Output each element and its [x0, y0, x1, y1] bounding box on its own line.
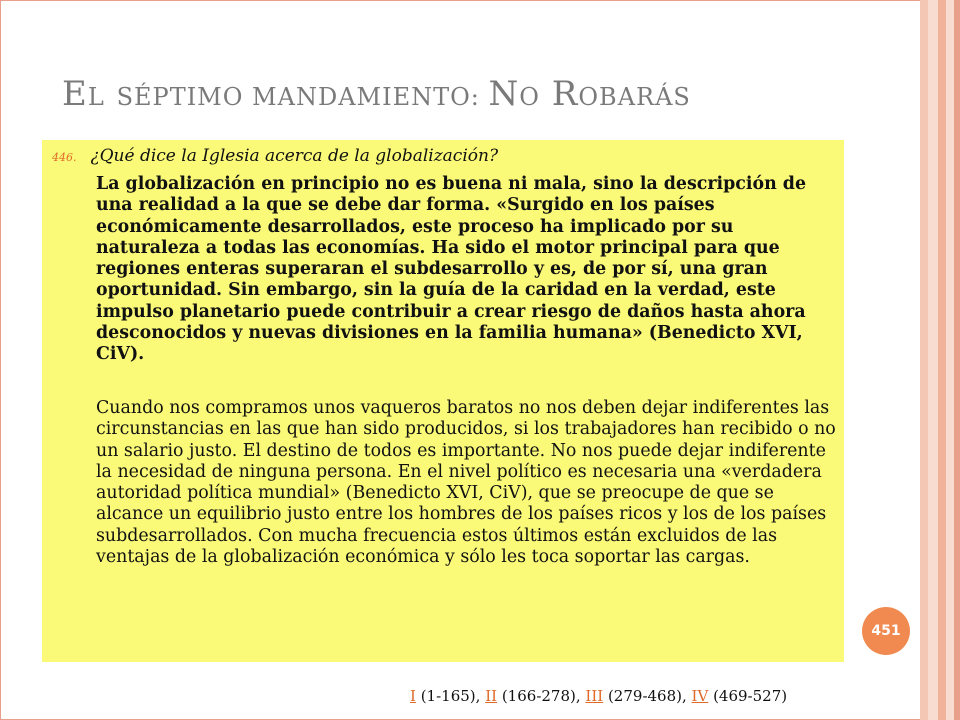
stripe — [928, 0, 938, 720]
stripe — [920, 0, 928, 720]
stripe — [946, 0, 954, 720]
slide-title — [62, 74, 691, 114]
title-initial: N — [488, 74, 520, 114]
footer-link-part-4[interactable]: IV — [691, 687, 709, 705]
title-initial: R — [551, 74, 579, 114]
stripe — [938, 0, 946, 720]
title-initial: E — [62, 74, 88, 114]
question-number: 446. — [52, 151, 77, 164]
stripe — [954, 0, 960, 720]
footer-link-part-3[interactable]: III — [585, 687, 604, 705]
footer-range: (1-165), — [415, 687, 486, 705]
footer-link-part-2[interactable]: II — [485, 687, 498, 705]
footer-navigation — [410, 687, 787, 705]
footer-range: (279-468), — [603, 687, 692, 705]
answer-normal-paragraph: Cuando nos compramos unos vaqueros baratos no nos deben dejar indiferentes las circunstancias en las que han sido producidos, si los trabajadores han recibido o no un salario justo. El destino de todos es importante. No nos puede dejar indiferente la necesidad de ninguna persona. En el nivel político es necesaria una «verdadera autoridad política mundial» (Benedicto XVI, CiV), que se preocupe de que se alcance un equilibrio justo entre los hombres de los países ricos y los de los países subdesarrollados. Con mucha frecuencia estos últimos están excluidos de las ventajas de la globalización económica y sólo les toca soportar las cargas. — [96, 398, 836, 568]
question-text: ¿Qué dice la Iglesia acerca de la globalización? — [90, 146, 499, 166]
title-smallcaps: OBARÁS — [578, 83, 691, 111]
title-smallcaps: L — [87, 83, 105, 111]
answer-bold-paragraph: La globalización en principio no es buena ni mala, sino la descripción de una realidad a la que se debe dar forma. «Surgido en los países económicamente desarrollados, este proceso ha implicado por su naturaleza a todas las economías. Ha sido el motor principal para que regiones enteras superaran el subdesarrollo y es, de por sí, una gran oportunidad. Sin embargo, sin la guía de la caridad en la verdad, este impulso planetario puede contribuir a crear riesgo de daños hasta ahora desconocidos y nuevas divisiones en la familia humana» (Benedicto XVI, CiV). — [96, 174, 807, 365]
footer-link-part-1[interactable]: I — [410, 687, 416, 705]
footer-range: (469-527) — [708, 687, 788, 705]
page-number-badge: 451 — [862, 607, 910, 655]
title-smallcaps: SÉPTIMO MANDAMIENTO — [116, 83, 471, 111]
footer-range: (166-278), — [497, 687, 586, 705]
question-line — [52, 146, 498, 166]
title-separator: : — [470, 83, 489, 111]
title-smallcaps: O — [519, 83, 540, 111]
decorative-stripes — [920, 0, 960, 720]
